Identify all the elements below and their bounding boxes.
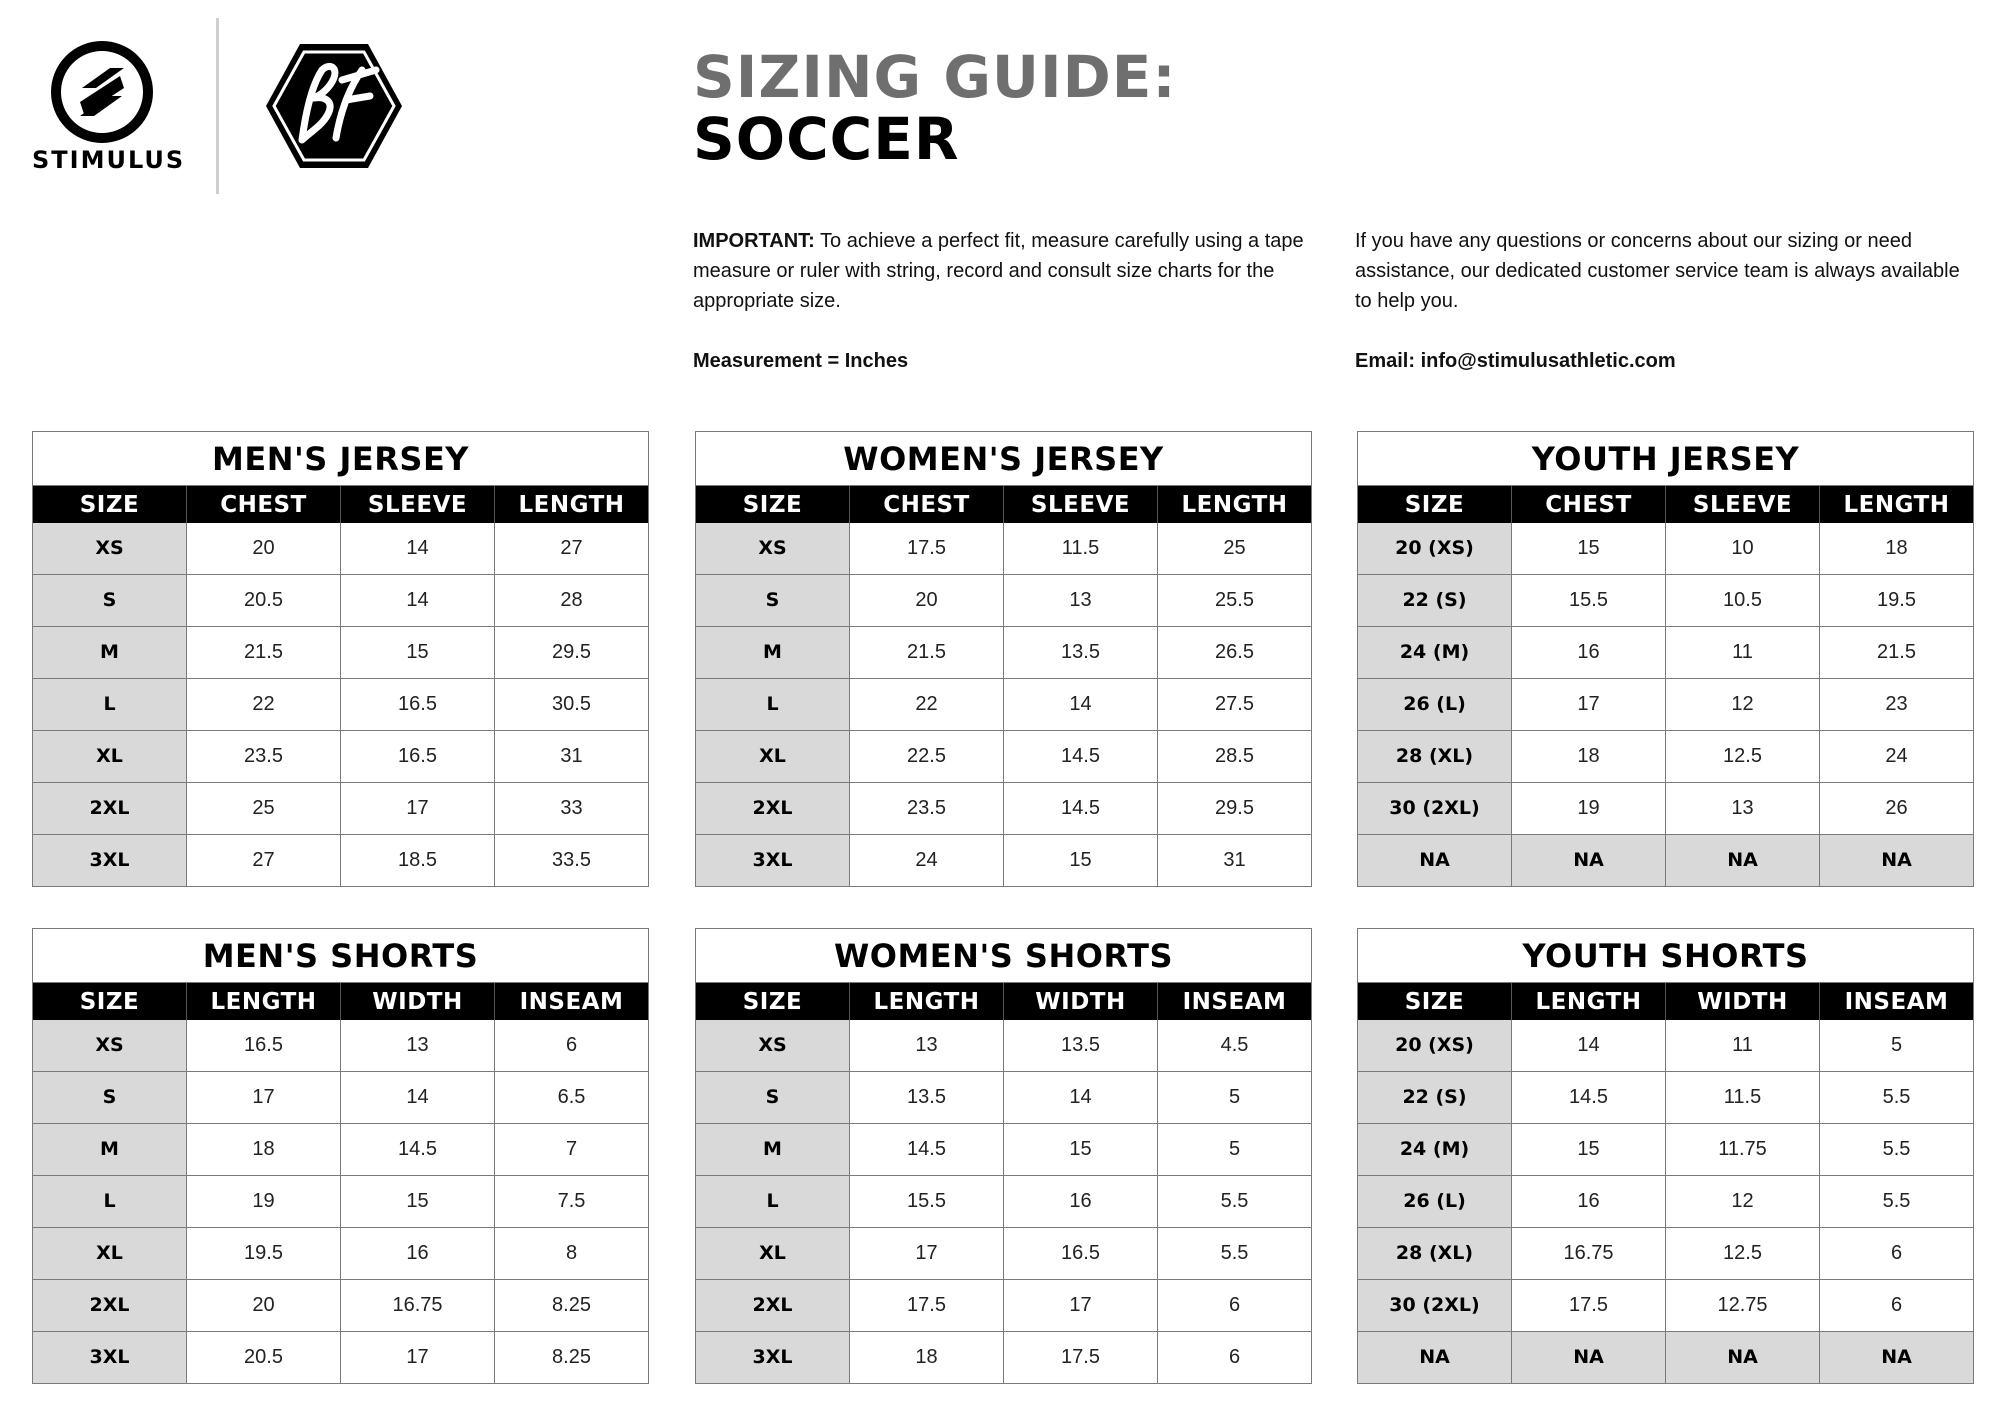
brand-name: STIMULUS [32,146,186,174]
value-cell: NA [1666,835,1820,886]
column-header: SIZE [33,983,187,1020]
table-row [696,1020,1311,1071]
value-cell: NA [1666,1332,1820,1383]
stimulus-logo [32,40,186,180]
value-cell: 24 [850,835,1004,886]
table-title: WOMEN'S JERSEY [696,432,1311,486]
value-cell: NA [1512,835,1666,886]
value-cell: 25 [1223,537,1246,559]
size-cell: S [33,1072,187,1123]
value-cell: 17.5 [850,523,1004,574]
size-cell: 26 (L) [1358,1176,1512,1227]
value-cell: 31 [560,745,583,767]
size-cell: 26 (L) [1358,679,1512,730]
value-cell: 15 [1004,835,1158,886]
measurement-unit: Measurement = Inches [693,350,909,372]
value-cell: 18 [850,1332,1004,1383]
value-cell: 7.5 [557,1190,586,1212]
table-header-row [696,486,1311,523]
size-cell: 28 (XL) [1358,1228,1512,1279]
value-cell: 13 [1666,783,1820,834]
table-header-row [1358,983,1973,1020]
value-cell: 6 [565,1034,578,1056]
size-cell: 2XL [33,1280,187,1331]
size-cell: 3XL [33,1332,187,1383]
value-cell: 33 [560,797,583,819]
column-header: LENGTH [187,983,341,1020]
important-note [693,226,1313,376]
size-cell: 3XL [696,1332,850,1383]
value-cell: 5 [1228,1086,1241,1108]
value-cell: 19.5 [187,1228,341,1279]
size-cell: 24 (M) [1358,1124,1512,1175]
column-header: INSEAM [1182,989,1287,1015]
size-cell: S [696,1072,850,1123]
value-cell: 5.5 [1220,1242,1249,1264]
value-cell: 5.5 [1882,1138,1911,1160]
value-cell: 15 [341,627,495,678]
value-cell: 17.5 [1512,1280,1666,1331]
column-header: SLEEVE [1666,486,1820,523]
column-header: WIDTH [1004,983,1158,1020]
value-cell: 14.5 [341,1124,495,1175]
value-cell: 19.5 [1877,589,1916,611]
title-line-1: SIZING GUIDE: [693,43,1177,111]
support-note [1355,226,1965,376]
value-cell: 15 [1512,1124,1666,1175]
value-cell: 27 [560,537,583,559]
size-cell: M [33,1124,187,1175]
value-cell: 16.75 [341,1280,495,1331]
value-cell: 11.5 [1666,1072,1820,1123]
size-cell: XS [33,523,187,574]
value-cell: 14 [1004,679,1158,730]
value-cell: 16.5 [341,731,495,782]
size-cell: 2XL [33,783,187,834]
column-header: LENGTH [1512,983,1666,1020]
column-header: CHEST [1512,486,1666,523]
table-row [696,678,1311,730]
table-row [1358,626,1973,678]
size-cell: 22 (S) [1358,1072,1512,1123]
value-cell: 8 [565,1242,578,1264]
value-cell: 5.5 [1882,1190,1911,1212]
value-cell: NA [1820,1332,1973,1383]
womens-shorts-table [695,928,1312,1384]
value-cell: 22.5 [850,731,1004,782]
column-header: SIZE [1358,486,1512,523]
bf-hexagon-icon [262,40,406,172]
value-cell: 12 [1666,1176,1820,1227]
table-row [696,782,1311,834]
value-cell: 5 [1228,1138,1241,1160]
column-header: INSEAM [1844,989,1949,1015]
size-cell: NA [1358,1332,1512,1383]
table-row [33,678,648,730]
table-row [33,626,648,678]
value-cell: 18 [1885,537,1908,559]
table-row [1358,1279,1973,1331]
value-cell: 12.5 [1666,1228,1820,1279]
size-cell: L [33,1176,187,1227]
value-cell: NA [1512,1332,1666,1383]
size-cell: 2XL [696,783,850,834]
size-cell: XL [696,731,850,782]
value-cell: 23.5 [850,783,1004,834]
value-cell: 11 [1666,627,1820,678]
size-cell: S [696,575,850,626]
value-cell: 6 [1890,1242,1903,1264]
column-header: SLEEVE [1004,486,1158,523]
youth-shorts-table [1357,928,1974,1384]
column-header: LENGTH [518,492,625,518]
youth-jersey-table [1357,431,1974,887]
value-cell: 25 [187,783,341,834]
womens-jersey-table [695,431,1312,887]
table-row [696,626,1311,678]
table-row [33,730,648,782]
table-row [1358,1331,1973,1383]
value-cell: 20 [187,1280,341,1331]
title-line-2: SOCCER [693,105,960,173]
column-header: INSEAM [519,989,624,1015]
value-cell: 18 [187,1124,341,1175]
table-row [33,1331,648,1383]
table-row [33,782,648,834]
value-cell: 6 [1228,1294,1241,1316]
value-cell: 17 [341,1332,495,1383]
value-cell: 17 [850,1228,1004,1279]
size-cell: 3XL [696,835,850,886]
table-row [696,834,1311,886]
value-cell: 16.5 [1004,1228,1158,1279]
table-row [696,1279,1311,1331]
column-header: SIZE [1358,983,1512,1020]
value-cell: 17 [1512,679,1666,730]
table-row [33,1071,648,1123]
size-cell: S [33,575,187,626]
size-cell: 20 (XS) [1358,523,1512,574]
value-cell: 13 [1004,575,1158,626]
important-label: IMPORTANT: [693,230,815,252]
size-cell: L [33,679,187,730]
value-cell: 17.5 [850,1280,1004,1331]
value-cell: 17 [187,1072,341,1123]
value-cell: 25.5 [1215,589,1254,611]
value-cell: 17.5 [1004,1332,1158,1383]
table-row [1358,730,1973,782]
table-row [1358,782,1973,834]
value-cell: 5.5 [1882,1086,1911,1108]
value-cell: 14 [341,1072,495,1123]
value-cell: 23 [1885,693,1908,715]
value-cell: 13 [850,1020,1004,1071]
value-cell: 18 [1512,731,1666,782]
value-cell: 16 [1004,1176,1158,1227]
table-row [33,574,648,626]
table-row [33,1123,648,1175]
value-cell: 14.5 [1004,731,1158,782]
table-row [696,574,1311,626]
column-header: LENGTH [1843,492,1950,518]
column-header: CHEST [187,486,341,523]
table-row [696,1175,1311,1227]
value-cell: 15 [341,1176,495,1227]
value-cell: 26.5 [1215,641,1254,663]
value-cell: 27.5 [1215,693,1254,715]
table-title: MEN'S JERSEY [33,432,648,486]
column-header: SIZE [696,983,850,1020]
bf-logo [262,40,406,172]
table-row [696,1071,1311,1123]
value-cell: 4.5 [1220,1034,1249,1056]
value-cell: 20.5 [187,575,341,626]
support-email: Email: info@stimulusathletic.com [1355,350,1676,372]
table-title: YOUTH JERSEY [1358,432,1973,486]
value-cell: 14 [341,523,495,574]
value-cell: 13.5 [850,1072,1004,1123]
value-cell: 16.75 [1512,1228,1666,1279]
table-row [33,1279,648,1331]
table-row [1358,1020,1973,1071]
value-cell: 26 [1885,797,1908,819]
size-cell: 24 (M) [1358,627,1512,678]
value-cell: 21.5 [1877,641,1916,663]
value-cell: 15.5 [1512,575,1666,626]
size-cell: XS [33,1020,187,1071]
table-row [1358,678,1973,730]
column-header: CHEST [850,486,1004,523]
table-row [696,1123,1311,1175]
size-cell: M [33,627,187,678]
value-cell: 14.5 [850,1124,1004,1175]
value-cell: 12.75 [1666,1280,1820,1331]
value-cell: 14 [1512,1020,1666,1071]
value-cell: 5.5 [1220,1190,1249,1212]
value-cell: 11.5 [1004,523,1158,574]
size-cell: 22 (S) [1358,575,1512,626]
size-cell: XL [696,1228,850,1279]
size-cell: M [696,1124,850,1175]
value-cell: 12 [1666,679,1820,730]
stimulus-s-icon [32,40,172,146]
table-row [33,1020,648,1071]
size-cell: XS [696,1020,850,1071]
column-header: SIZE [33,486,187,523]
value-cell: 31 [1223,849,1246,871]
table-title: WOMEN'S SHORTS [696,929,1311,983]
value-cell: 30.5 [552,693,591,715]
size-cell: 2XL [696,1280,850,1331]
value-cell: 5 [1890,1034,1903,1056]
size-cell: 28 (XL) [1358,731,1512,782]
table-row [33,523,648,574]
size-cell: 3XL [33,835,187,886]
column-header: WIDTH [341,983,495,1020]
value-cell: 13.5 [1004,627,1158,678]
value-cell: 21.5 [187,627,341,678]
value-cell: 22 [187,679,341,730]
table-row [1358,1227,1973,1279]
value-cell: 23.5 [187,731,341,782]
value-cell: 21.5 [850,627,1004,678]
value-cell: 27 [187,835,341,886]
value-cell: 13.5 [1004,1020,1158,1071]
size-cell: 30 (2XL) [1358,783,1512,834]
value-cell: 16 [341,1228,495,1279]
size-cell: 20 (XS) [1358,1020,1512,1071]
value-cell: 8.25 [552,1294,591,1316]
table-row [696,1227,1311,1279]
value-cell: 14.5 [1512,1072,1666,1123]
value-cell: 16.5 [341,679,495,730]
size-cell: XS [696,523,850,574]
mens-jersey-table [32,431,649,887]
column-header: SLEEVE [341,486,495,523]
table-row [33,1175,648,1227]
value-cell: 24 [1885,745,1908,767]
value-cell: 29.5 [552,641,591,663]
column-header: LENGTH [850,983,1004,1020]
value-cell: 19 [1512,783,1666,834]
value-cell: 18.5 [341,835,495,886]
value-cell: 6.5 [557,1086,586,1108]
table-header-row [696,983,1311,1020]
value-cell: 10.5 [1666,575,1820,626]
value-cell: 16 [1512,1176,1666,1227]
value-cell: 17 [1004,1280,1158,1331]
table-header-row [33,486,648,523]
value-cell: 20.5 [187,1332,341,1383]
table-row [1358,834,1973,886]
size-cell: XL [33,731,187,782]
table-row [696,1331,1311,1383]
value-cell: 10 [1666,523,1820,574]
table-row [1358,523,1973,574]
table-row [33,1227,648,1279]
table-row [33,834,648,886]
help-text: If you have any questions or concerns about our sizing or need assistance, our dedicated customer service team is always available to help you. [1355,230,1960,312]
value-cell: 20 [850,575,1004,626]
value-cell: 20 [187,523,341,574]
table-title: YOUTH SHORTS [1358,929,1973,983]
value-cell: 17 [341,783,495,834]
size-cell: XL [33,1228,187,1279]
value-cell: 28 [560,589,583,611]
value-cell: 14.5 [1004,783,1158,834]
table-row [696,523,1311,574]
size-cell: L [696,679,850,730]
table-row [1358,1175,1973,1227]
table-row [1358,1123,1973,1175]
column-header: SIZE [696,486,850,523]
value-cell: 14 [1004,1072,1158,1123]
table-row [1358,1071,1973,1123]
important-text: To achieve a perfect fit, measure carefully using a tape measure or ruler with string, record and consult size charts for the appropriate size. [693,230,1304,312]
value-cell: 7 [565,1138,578,1160]
value-cell: 15 [1512,523,1666,574]
value-cell: 19 [187,1176,341,1227]
size-cell: 30 (2XL) [1358,1280,1512,1331]
value-cell: 6 [1890,1294,1903,1316]
logo-divider [216,18,219,194]
value-cell: 13 [341,1020,495,1071]
column-header: LENGTH [1181,492,1288,518]
value-cell: NA [1820,835,1973,886]
value-cell: 29.5 [1215,797,1254,819]
value-cell: 6 [1228,1346,1241,1368]
value-cell: 12.5 [1666,731,1820,782]
table-header-row [1358,486,1973,523]
size-cell: M [696,627,850,678]
value-cell: 16 [1512,627,1666,678]
value-cell: 33.5 [552,849,591,871]
value-cell: 14 [341,575,495,626]
table-header-row [33,983,648,1020]
value-cell: 15.5 [850,1176,1004,1227]
value-cell: 15 [1004,1124,1158,1175]
value-cell: 16.5 [187,1020,341,1071]
size-cell: NA [1358,835,1512,886]
value-cell: 8.25 [552,1346,591,1368]
page-title [693,43,1177,173]
value-cell: 11.75 [1666,1124,1820,1175]
column-header: WIDTH [1666,983,1820,1020]
value-cell: 28.5 [1215,745,1254,767]
mens-shorts-table [32,928,649,1384]
value-cell: 22 [850,679,1004,730]
table-title: MEN'S SHORTS [33,929,648,983]
value-cell: 11 [1666,1020,1820,1071]
size-cell: L [696,1176,850,1227]
table-row [696,730,1311,782]
table-row [1358,574,1973,626]
